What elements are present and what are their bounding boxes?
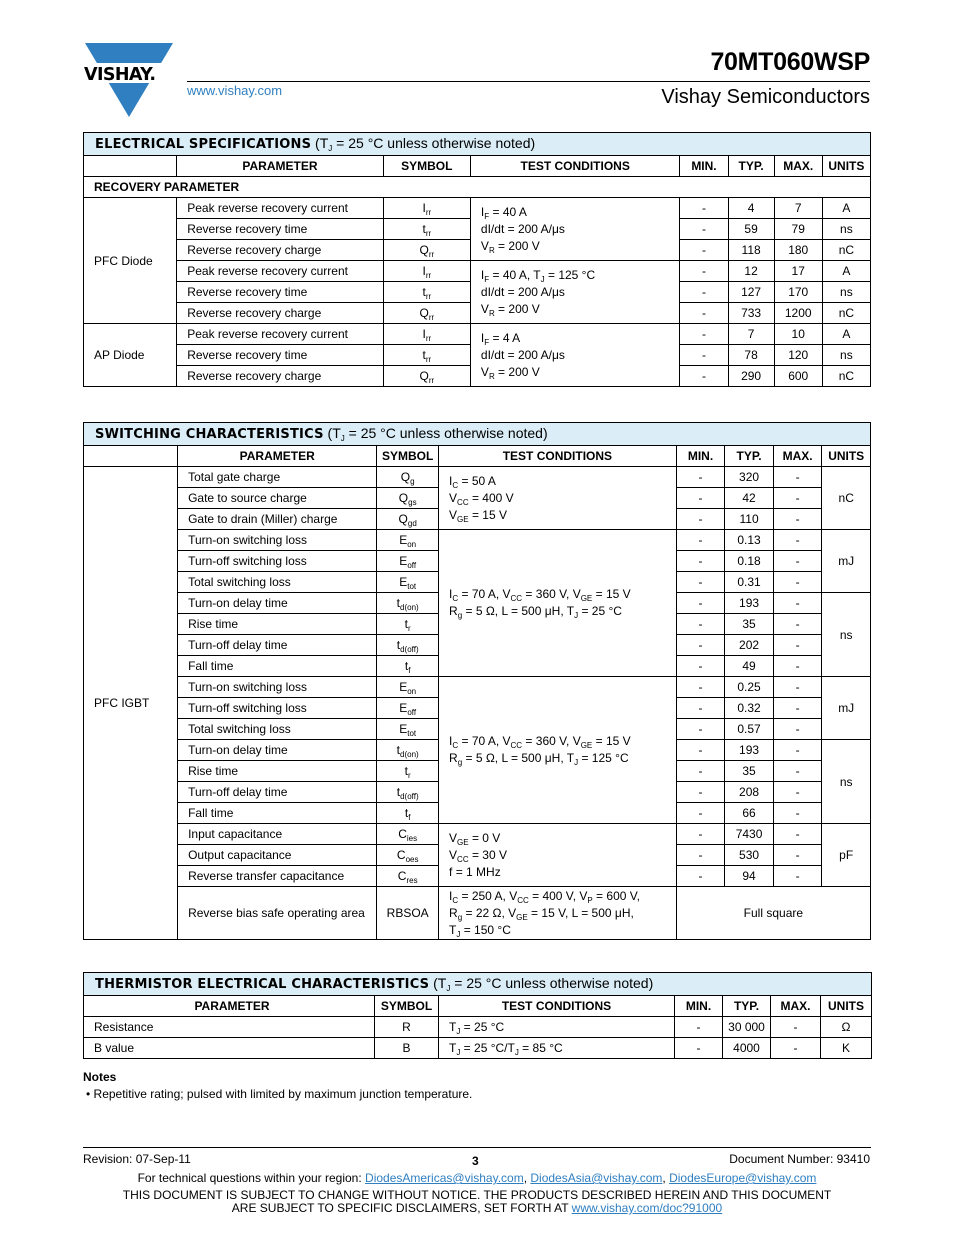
units-cell: A	[822, 198, 870, 219]
column-header: MIN.	[676, 446, 725, 467]
notes	[83, 1070, 472, 1101]
column-header: MAX.	[773, 446, 822, 467]
typ-cell: 733	[728, 303, 774, 324]
max-cell: -	[773, 740, 822, 761]
parameter-cell: Input capacitance	[178, 824, 377, 845]
symbol-cell: $t_{d(off)}$	[377, 635, 439, 656]
min-cell: -	[676, 572, 725, 593]
test-conditions-cell: $I_F = 40$ A dI/dt = 200 A/μs $V_R = 200$ V	[470, 198, 680, 261]
parameter-cell: B value	[84, 1038, 375, 1059]
symbol-cell: $E_{tot}$	[377, 572, 439, 593]
units-cell: ns	[822, 740, 871, 824]
email-asia-link[interactable]: DiodesAsia@vishay.com	[530, 1171, 663, 1185]
max-cell: -	[773, 572, 822, 593]
units-cell: mJ	[822, 530, 871, 593]
column-header-row	[84, 156, 871, 177]
min-cell: -	[680, 324, 728, 345]
column-header: TEST CONDITIONS	[470, 156, 680, 177]
symbol-cell: RBSOA	[377, 887, 439, 940]
symbol-cell: $t_{rr}$	[383, 345, 470, 366]
min-cell: -	[680, 282, 728, 303]
column-header: TEST CONDITIONS	[439, 446, 677, 467]
parameter-cell: Total switching loss	[178, 719, 377, 740]
max-cell: 79	[774, 219, 822, 240]
min-cell: -	[676, 803, 725, 824]
min-cell: -	[680, 198, 728, 219]
column-header: MAX.	[774, 156, 822, 177]
symbol-cell: $t_{d(on)}$	[377, 593, 439, 614]
symbol-cell: $t_f$	[377, 803, 439, 824]
column-header: UNITS	[822, 156, 870, 177]
parameter-cell: Rise time	[178, 761, 377, 782]
column-header: SYMBOL	[375, 996, 439, 1017]
max-cell: -	[771, 1038, 821, 1059]
max-cell: -	[771, 1017, 821, 1038]
typ-cell: 193	[725, 593, 774, 614]
typ-cell: 4000	[723, 1038, 771, 1059]
symbol-cell: $t_{d(on)}$	[377, 740, 439, 761]
table-row	[84, 1017, 872, 1038]
typ-cell: 12	[728, 261, 774, 282]
max-cell: 600	[774, 366, 822, 387]
column-header: PARAMETER	[177, 156, 384, 177]
electrical-specifications-table	[83, 132, 871, 387]
symbol-cell: $E_{off}$	[377, 698, 439, 719]
typ-cell: 127	[728, 282, 774, 303]
max-cell: -	[773, 677, 822, 698]
min-cell: -	[676, 509, 725, 530]
value-cell: Full square	[676, 887, 870, 940]
max-cell: -	[773, 824, 822, 845]
max-cell: -	[773, 467, 822, 488]
column-header: MIN.	[675, 996, 723, 1017]
document-number: Document Number: 93410	[729, 1152, 870, 1166]
max-cell: -	[773, 698, 822, 719]
parameter-cell: Fall time	[178, 656, 377, 677]
typ-cell: 110	[725, 509, 774, 530]
typ-cell: 193	[725, 740, 774, 761]
group-label: PFC Diode	[84, 198, 177, 324]
typ-cell: 0.31	[725, 572, 774, 593]
disclaimer-link[interactable]: www.vishay.com/doc?91000	[571, 1201, 723, 1215]
parameter-cell: Turn-off delay time	[178, 782, 377, 803]
table-row	[84, 530, 871, 551]
units-cell: K	[821, 1038, 872, 1059]
max-cell: 1200	[774, 303, 822, 324]
min-cell: -	[676, 677, 725, 698]
typ-cell: 0.57	[725, 719, 774, 740]
typ-cell: 94	[725, 866, 774, 887]
header-divider	[187, 81, 870, 82]
symbol-cell: $Q_{gs}$	[377, 488, 439, 509]
max-cell: -	[773, 782, 822, 803]
company-name: Vishay Semiconductors	[661, 86, 870, 108]
min-cell: -	[680, 219, 728, 240]
min-cell: -	[680, 366, 728, 387]
min-cell: -	[676, 656, 725, 677]
test-conditions-cell: $V_{GE} = 0$ V $V_{CC} = 30$ V f = 1 MHz	[439, 824, 677, 887]
min-cell: -	[676, 782, 725, 803]
parameter-cell: Peak reverse recovery current	[177, 324, 384, 345]
typ-cell: 7430	[725, 824, 774, 845]
max-cell: -	[773, 635, 822, 656]
revision: Revision: 07-Sep-11	[83, 1152, 191, 1166]
email-europe-link[interactable]: DiodesEurope@vishay.com	[669, 1171, 817, 1185]
min-cell: -	[680, 240, 728, 261]
units-cell: A	[822, 261, 870, 282]
max-cell: -	[773, 509, 822, 530]
units-cell: nC	[822, 240, 870, 261]
section-label: RECOVERY PARAMETER	[84, 177, 871, 198]
symbol-cell: $Q_{rr}$	[383, 240, 470, 261]
typ-cell: 59	[728, 219, 774, 240]
parameter-cell: Turn-on switching loss	[178, 677, 377, 698]
column-header: TYP.	[725, 446, 774, 467]
parameter-cell: Reverse recovery charge	[177, 240, 384, 261]
typ-cell: 7	[728, 324, 774, 345]
max-cell: -	[773, 593, 822, 614]
min-cell: -	[676, 866, 725, 887]
website-link[interactable]: www.vishay.com	[187, 83, 283, 98]
parameter-cell: Reverse recovery time	[177, 282, 384, 303]
note-item: • Repetitive rating; pulsed with limited by maximum junction temperature.	[86, 1087, 473, 1101]
table-title: SWITCHING CHARACTERISTICS ($T_J = 25$ °C unless otherwise noted)	[84, 423, 871, 446]
typ-cell: 118	[728, 240, 774, 261]
parameter-cell: Peak reverse recovery current	[177, 261, 384, 282]
symbol-cell: $t_{rr}$	[383, 282, 470, 303]
table-title-row	[84, 973, 872, 996]
typ-cell: 4	[728, 198, 774, 219]
contact-prefix: For technical questions within your region:	[137, 1171, 366, 1185]
max-cell: 120	[774, 345, 822, 366]
min-cell: -	[676, 740, 725, 761]
min-cell: -	[675, 1017, 723, 1038]
symbol-cell: $Q_{rr}$	[383, 366, 470, 387]
typ-cell: 0.18	[725, 551, 774, 572]
typ-cell: 66	[725, 803, 774, 824]
parameter-cell: Gate to drain (Miller) charge	[178, 509, 377, 530]
symbol-cell: $t_f$	[377, 656, 439, 677]
min-cell: -	[676, 824, 725, 845]
column-header-row	[84, 996, 872, 1017]
column-header: SYMBOL	[383, 156, 470, 177]
group-label: PFC IGBT	[84, 467, 178, 940]
max-cell: -	[773, 551, 822, 572]
max-cell: -	[773, 488, 822, 509]
symbol-cell: $E_{on}$	[377, 530, 439, 551]
max-cell: -	[773, 866, 822, 887]
parameter-cell: Reverse recovery time	[177, 345, 384, 366]
min-cell: -	[676, 593, 725, 614]
test-conditions-cell: $I_C = 70$ A, $V_{CC} = 360$ V, $V_{GE} = 15$ V $R_g = 5$ Ω, L = 500 μH, $T_J = 125$ °C	[439, 677, 677, 824]
vishay-logo	[83, 43, 175, 119]
parameter-cell: Turn-off switching loss	[178, 698, 377, 719]
page-number: 3	[472, 1154, 479, 1168]
min-cell: -	[675, 1038, 723, 1059]
column-header: UNITS	[821, 996, 872, 1017]
section-row	[84, 177, 871, 198]
symbol-cell: $Q_{rr}$	[383, 303, 470, 324]
table-title: ELECTRICAL SPECIFICATIONS ($T_J = 25$ °C unless otherwise noted)	[84, 133, 871, 156]
header-blank-cell	[84, 446, 178, 467]
max-cell: -	[773, 614, 822, 635]
test-conditions-cell: $I_C = 50$ A $V_{CC} = 400$ V $V_{GE} = 15$ V	[439, 467, 677, 530]
min-cell: -	[676, 635, 725, 656]
table-row	[84, 198, 871, 219]
parameter-cell: Output capacitance	[178, 845, 377, 866]
table-title-row	[84, 133, 871, 156]
units-cell: ns	[822, 345, 870, 366]
typ-cell: 0.32	[725, 698, 774, 719]
symbol-cell: $Q_{gd}$	[377, 509, 439, 530]
max-cell: -	[773, 719, 822, 740]
table-title-row	[84, 423, 871, 446]
svg-text:VISHAY.: VISHAY.	[84, 65, 156, 85]
min-cell: -	[676, 488, 725, 509]
contact-line: For technical questions within your region: DiodesAmericas@vishay.com, DiodesAsia@vishay.com, DiodesEurope@vishay.com	[137, 1171, 817, 1185]
units-cell: ns	[822, 593, 871, 677]
symbol-cell: B	[375, 1038, 439, 1059]
max-cell: 180	[774, 240, 822, 261]
symbol-cell: $I_{rr}$	[383, 261, 470, 282]
symbol-cell: $I_{rr}$	[383, 324, 470, 345]
parameter-cell: Turn-on delay time	[178, 740, 377, 761]
symbol-cell: $t_{rr}$	[383, 219, 470, 240]
symbol-cell: $C_{res}$	[377, 866, 439, 887]
symbol-cell: $t_r$	[377, 761, 439, 782]
part-number: 70MT060WSP	[710, 48, 870, 76]
max-cell: 10	[774, 324, 822, 345]
units-cell: nC	[822, 303, 870, 324]
symbol-cell: $t_{d(off)}$	[377, 782, 439, 803]
typ-cell: 320	[725, 467, 774, 488]
footer-divider	[83, 1147, 871, 1148]
min-cell: -	[676, 467, 725, 488]
test-conditions-cell: $I_C = 70$ A, $V_{CC} = 360$ V, $V_{GE} = 15$ V $R_g = 5$ Ω, L = 500 μH, $T_J = 25$ °C	[439, 530, 677, 677]
disclaimer	[0, 1189, 954, 1215]
typ-cell: 202	[725, 635, 774, 656]
symbol-cell: R	[375, 1017, 439, 1038]
max-cell: 7	[774, 198, 822, 219]
column-header: UNITS	[822, 446, 871, 467]
max-cell: -	[773, 845, 822, 866]
units-cell: Ω	[821, 1017, 872, 1038]
table-row	[84, 677, 871, 698]
typ-cell: 208	[725, 782, 774, 803]
typ-cell: 78	[728, 345, 774, 366]
max-cell: -	[773, 761, 822, 782]
parameter-cell: Reverse recovery charge	[177, 303, 384, 324]
min-cell: -	[680, 345, 728, 366]
parameter-cell: Rise time	[178, 614, 377, 635]
notes-heading: Notes	[83, 1070, 117, 1084]
typ-cell: 35	[725, 761, 774, 782]
disclaimer-line-1: THIS DOCUMENT IS SUBJECT TO CHANGE WITHOUT NOTICE. THE PRODUCTS DESCRIBED HEREIN AND THIS DOCUMENT	[122, 1188, 832, 1202]
column-header: PARAMETER	[84, 996, 375, 1017]
parameter-cell: Reverse recovery time	[177, 219, 384, 240]
table-row	[84, 824, 871, 845]
disclaimer-text: ARE SUBJECT TO SPECIFIC DISCLAIMERS, SET FORTH AT	[231, 1201, 572, 1215]
units-cell: pF	[822, 824, 871, 887]
column-header: TYP.	[728, 156, 774, 177]
column-header: SYMBOL	[377, 446, 439, 467]
symbol-cell: $Q_g$	[377, 467, 439, 488]
test-conditions-cell: $I_C = 250$ A, $V_{CC} = 400$ V, $V_P = 600$ V, $R_g = 22$ Ω, $V_{GE} = 15$ V, L = 500 μH, $T_J = 150$ °C	[439, 887, 677, 940]
parameter-cell: Gate to source charge	[178, 488, 377, 509]
typ-cell: 42	[725, 488, 774, 509]
min-cell: -	[680, 261, 728, 282]
parameter-cell: Resistance	[84, 1017, 375, 1038]
units-cell: ns	[822, 219, 870, 240]
parameter-cell: Peak reverse recovery current	[177, 198, 384, 219]
group-label: AP Diode	[84, 324, 177, 387]
symbol-cell: $E_{tot}$	[377, 719, 439, 740]
typ-cell: 30 000	[723, 1017, 771, 1038]
typ-cell: 530	[725, 845, 774, 866]
test-conditions-cell: $I_F = 4$ A dI/dt = 200 A/μs $V_R = 200$ V	[470, 324, 680, 387]
typ-cell: 0.25	[725, 677, 774, 698]
test-conditions-cell: $T_J = 25$ $^\circ C/T_J = 85$ °C	[439, 1038, 675, 1059]
parameter-cell: Turn-on switching loss	[178, 530, 377, 551]
column-header: TEST CONDITIONS	[439, 996, 675, 1017]
symbol-cell: $I_{rr}$	[383, 198, 470, 219]
min-cell: -	[676, 614, 725, 635]
min-cell: -	[676, 530, 725, 551]
test-conditions-cell: $T_J = 25$ °C	[439, 1017, 675, 1038]
parameter-cell: Reverse recovery charge	[177, 366, 384, 387]
disclaimer-line-2	[0, 1202, 954, 1215]
units-cell: ns	[822, 282, 870, 303]
parameter-cell: Reverse transfer capacitance	[178, 866, 377, 887]
column-header-row	[84, 446, 871, 467]
table-row	[84, 467, 871, 488]
table-row	[84, 261, 871, 282]
typ-cell: 49	[725, 656, 774, 677]
parameter-cell: Total gate charge	[178, 467, 377, 488]
column-header: MAX.	[771, 996, 821, 1017]
typ-cell: 0.13	[725, 530, 774, 551]
table-row	[84, 1038, 872, 1059]
typ-cell: 290	[728, 366, 774, 387]
header-blank-cell	[84, 156, 177, 177]
max-cell: -	[773, 530, 822, 551]
thermistor-characteristics-table	[83, 972, 872, 1059]
max-cell: 17	[774, 261, 822, 282]
email-americas-link[interactable]: DiodesAmericas@vishay.com	[365, 1171, 524, 1185]
parameter-cell: Total switching loss	[178, 572, 377, 593]
parameter-cell: Turn-on delay time	[178, 593, 377, 614]
table-row	[84, 887, 871, 940]
units-cell: nC	[822, 467, 871, 530]
min-cell: -	[676, 845, 725, 866]
min-cell: -	[680, 303, 728, 324]
parameter-cell: Reverse bias safe operating area	[178, 887, 377, 940]
min-cell: -	[676, 551, 725, 572]
column-header: MIN.	[680, 156, 728, 177]
symbol-cell: $C_{ies}$	[377, 824, 439, 845]
symbol-cell: $t_r$	[377, 614, 439, 635]
symbol-cell: $E_{off}$	[377, 551, 439, 572]
symbol-cell: $E_{on}$	[377, 677, 439, 698]
max-cell: -	[773, 656, 822, 677]
parameter-cell: Turn-off switching loss	[178, 551, 377, 572]
min-cell: -	[676, 698, 725, 719]
parameter-cell: Fall time	[178, 803, 377, 824]
max-cell: -	[773, 803, 822, 824]
column-header: PARAMETER	[178, 446, 377, 467]
typ-cell: 35	[725, 614, 774, 635]
symbol-cell: $C_{oes}$	[377, 845, 439, 866]
table-row	[84, 324, 871, 345]
parameter-cell: Turn-off delay time	[178, 635, 377, 656]
max-cell: 170	[774, 282, 822, 303]
column-header: TYP.	[723, 996, 771, 1017]
switching-characteristics-table	[83, 422, 871, 940]
min-cell: -	[676, 719, 725, 740]
units-cell: A	[822, 324, 870, 345]
test-conditions-cell: $I_F = 40$ A, $T_J = 125$ °C dI/dt = 200 A/μs $V_R = 200$ V	[470, 261, 680, 324]
min-cell: -	[676, 761, 725, 782]
units-cell: nC	[822, 366, 870, 387]
units-cell: mJ	[822, 677, 871, 740]
table-title: THERMISTOR ELECTRICAL CHARACTERISTICS ($T_J = 25$ °C unless otherwise noted)	[84, 973, 872, 996]
